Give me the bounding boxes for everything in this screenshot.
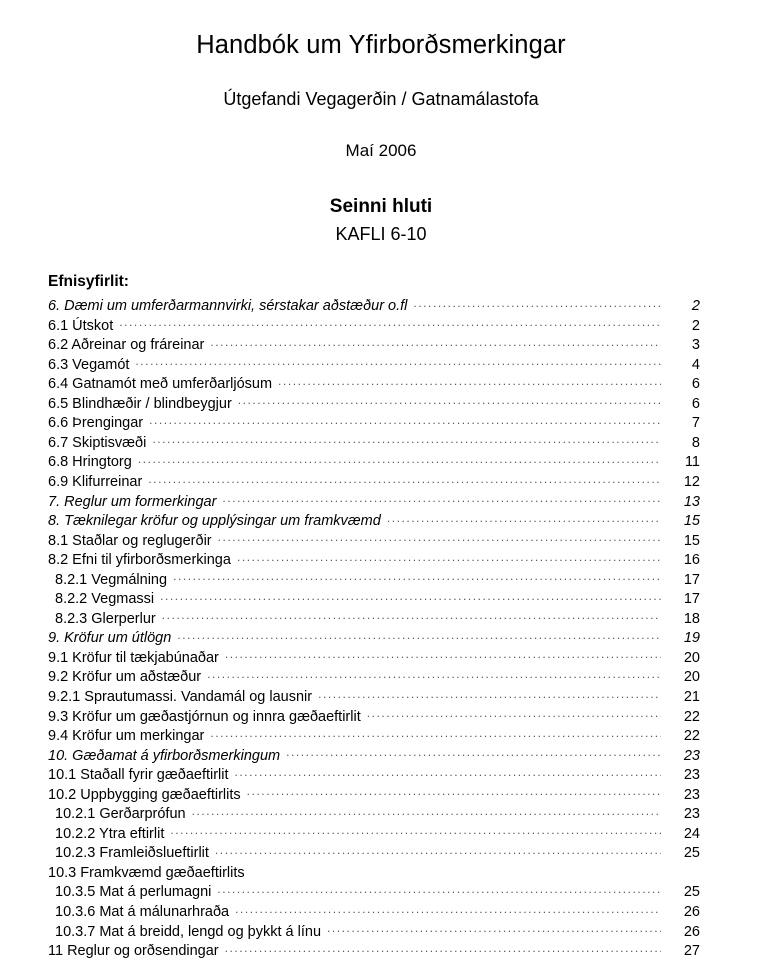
toc-entry-label: 9.2.1 Sprautumassi. Vandamál og lausnir — [48, 689, 313, 705]
toc-entry-page-number: 20 — [683, 669, 700, 686]
toc-dot-leader — [225, 647, 661, 662]
toc-entry-page-number: 22 — [683, 728, 700, 745]
toc-dot-leader — [237, 550, 661, 565]
toc-entry-page-number: 25 — [683, 845, 700, 862]
toc-entry-page-number: 3 — [691, 337, 700, 354]
toc-entry-label: 9.2 Kröfur um aðstæður — [48, 669, 202, 686]
toc-entry-label: 6.8 Hringtorg — [48, 454, 132, 471]
toc-entry-label: 11 Reglur og orðsendingar — [48, 943, 219, 960]
toc-entry-page-number: 24 — [683, 825, 700, 842]
toc-dot-leader — [173, 569, 661, 584]
toc-entry[interactable] — [48, 354, 700, 374]
toc-entry[interactable] — [48, 374, 700, 394]
toc-entry[interactable] — [48, 511, 700, 531]
toc-dot-leader — [235, 765, 661, 780]
toc-entry-label: 8. Tæknilegar kröfur og upplýsingar um framkvæmd — [48, 513, 381, 530]
toc-entry[interactable] — [55, 608, 700, 628]
toc-entry[interactable] — [48, 726, 700, 746]
toc-entry[interactable] — [48, 393, 700, 413]
page-title: Handbók um Yfirborðsmerkingar — [196, 31, 566, 59]
toc-dot-leader — [210, 335, 661, 350]
toc-entry-page-number: 25 — [683, 884, 700, 901]
toc-entry-page-number: 13 — [683, 493, 700, 510]
toc-entry-page-number: 12 — [683, 473, 700, 490]
toc-entry-label: 6. Dæmi um umferðarmannvirki, sérstakar aðstæður o.fl — [48, 298, 408, 315]
toc-dot-leader — [367, 706, 661, 721]
toc-dot-leader — [177, 628, 661, 643]
toc-entry-page-number: 20 — [683, 649, 700, 666]
toc-entry-page-number: 22 — [683, 708, 700, 725]
toc-entry-label: 10.2.3 Framleiðslueftirlit — [55, 845, 209, 862]
toc-entry[interactable] — [48, 471, 700, 491]
toc-entry-label: 6.3 Vegamót — [48, 356, 130, 373]
toc-entry-label: 6.1 Útskot — [48, 317, 114, 334]
toc-entry-page-number: 23 — [683, 786, 700, 803]
toc-entry-label: 10.1 Staðall fyrir gæðaeftirlit — [48, 767, 229, 784]
toc-entry-page-number: 19 — [683, 630, 700, 647]
toc-entry[interactable] — [48, 687, 700, 707]
toc-entry-page-number: 17 — [683, 591, 700, 608]
toc-entry-label: 8.2.1 Vegmálning — [55, 571, 168, 588]
toc-entry[interactable] — [48, 647, 700, 667]
toc-entry-page-number: 8 — [691, 434, 700, 451]
toc-dot-leader — [327, 921, 661, 936]
toc-dot-leader — [318, 687, 661, 702]
toc-entry[interactable] — [55, 902, 700, 922]
toc-entry-label: 10.3.6 Mat á málunarhraða — [55, 904, 230, 921]
toc-entry-page-number: 4 — [691, 356, 700, 373]
toc-entry-label: 8.2.2 Vegmassi — [55, 591, 155, 608]
toc-entry[interactable] — [55, 843, 700, 863]
toc-dot-leader — [215, 843, 661, 858]
publisher-line: Útgefandi Vegagerðin / Gatnamálastofa — [223, 88, 539, 109]
toc-entry-label: 10.3.5 Mat á perlumagni — [55, 884, 212, 901]
toc-entry-page-number: 2 — [691, 317, 700, 334]
toc-dot-leader — [251, 862, 661, 877]
toc-entry-label: 10.2 Uppbygging gæðaeftirlits — [48, 786, 241, 803]
toc-entry[interactable] — [55, 823, 700, 843]
toc-entry-page-number: 18 — [683, 610, 700, 627]
toc-entry[interactable] — [48, 745, 700, 765]
toc-entry[interactable] — [55, 569, 700, 589]
toc-entry-page-number: 21 — [683, 689, 700, 705]
toc-entry-label: 6.9 Klifurreinar — [48, 473, 143, 490]
toc-entry-label: 6.2 Aðreinar og fráreinar — [48, 337, 205, 354]
toc-entry-page-number: 23 — [683, 747, 700, 764]
toc-dot-leader — [413, 296, 661, 311]
table-of-contents — [0, 273, 762, 960]
chapter-range: KAFLI 6-10 — [335, 224, 427, 245]
publication-date: Maí 2006 — [345, 141, 417, 161]
toc-dot-leader — [222, 491, 661, 506]
toc-entry[interactable] — [48, 296, 700, 316]
toc-entry[interactable] — [48, 413, 700, 433]
toc-entry-label: 10.2.1 Gerðarprófun — [55, 806, 186, 823]
title-block — [0, 0, 762, 246]
toc-entry[interactable] — [48, 432, 700, 452]
toc-dot-leader — [217, 882, 661, 897]
toc-entry-label: 6.6 Þrengingar — [48, 415, 144, 432]
toc-dot-leader — [148, 471, 661, 486]
toc-entry-label: 6.5 Blindhæðir / blindbeygjur — [48, 395, 232, 412]
toc-entry[interactable] — [55, 921, 700, 941]
toc-entry[interactable] — [48, 941, 700, 960]
toc-entry-page-number: 26 — [683, 923, 700, 940]
toc-entry[interactable] — [48, 628, 700, 648]
toc-entry-label: 7. Reglur um formerkingar — [48, 493, 217, 510]
toc-dot-leader — [210, 726, 661, 741]
toc-entry-label: 10.2.2 Ytra eftirlit — [55, 825, 165, 842]
toc-entry-page-number: 11 — [684, 454, 700, 471]
toc-dot-leader — [119, 315, 661, 330]
toc-entry[interactable] — [48, 335, 700, 355]
toc-list — [48, 296, 700, 960]
toc-entry-page-number: 6 — [691, 395, 700, 412]
toc-heading: Efnisyfirlit: — [48, 272, 129, 290]
toc-entry[interactable] — [48, 550, 700, 570]
toc-entry[interactable] — [48, 862, 700, 882]
toc-dot-leader — [387, 511, 661, 526]
toc-dot-leader — [218, 530, 661, 545]
toc-entry-page-number: 2 — [691, 298, 700, 315]
toc-entry-page-number: 15 — [683, 513, 700, 530]
toc-entry-page-number: 15 — [683, 532, 700, 549]
toc-dot-leader — [170, 823, 661, 838]
toc-dot-leader — [152, 432, 661, 447]
toc-dot-leader — [192, 804, 661, 819]
toc-dot-leader — [149, 413, 661, 428]
toc-entry[interactable] — [55, 804, 700, 824]
toc-entry-label: 6.7 Skiptisvæði — [48, 434, 147, 451]
toc-entry-label: 9. Kröfur um útlögn — [48, 630, 172, 647]
toc-entry-label: 10. Gæðamat á yfirborðsmerkingum — [48, 747, 281, 764]
toc-entry-label: 10.3.7 Mat á breidd, lengd og þykkt á línu — [55, 923, 322, 940]
toc-dot-leader — [138, 452, 661, 467]
toc-entry-label: 8.1 Staðlar og reglugerðir — [48, 532, 212, 549]
toc-entry[interactable] — [48, 491, 700, 511]
toc-dot-leader — [278, 374, 661, 389]
toc-entry[interactable] — [48, 452, 700, 472]
toc-entry[interactable] — [48, 530, 700, 550]
part-title: Seinni hluti — [329, 195, 433, 217]
toc-entry[interactable] — [55, 882, 700, 902]
toc-dot-leader — [286, 745, 661, 760]
toc-dot-leader — [235, 902, 661, 917]
toc-entry[interactable] — [48, 667, 700, 687]
toc-entry-page-number: 17 — [683, 571, 700, 588]
toc-entry[interactable] — [55, 589, 700, 609]
toc-dot-leader — [247, 784, 661, 799]
toc-entry-label: 10.3 Framkvæmd gæðaeftirlits — [48, 864, 245, 881]
toc-entry-label: 9.3 Kröfur um gæðastjórnun og innra gæðaeftirlit — [48, 708, 361, 725]
toc-dot-leader — [135, 354, 661, 369]
toc-dot-leader — [207, 667, 661, 682]
toc-entry[interactable] — [48, 765, 700, 785]
toc-entry-label: 6.4 Gatnamót með umferðarljósum — [48, 376, 273, 393]
toc-entry-page-number: 23 — [683, 767, 700, 784]
toc-entry-page-number: 23 — [683, 806, 700, 823]
toc-entry-label: 8.2.3 Glerperlur — [55, 610, 156, 627]
toc-entry-page-number: 6 — [691, 376, 700, 393]
toc-entry-label: 9.1 Kröfur til tækjabúnaðar — [48, 649, 219, 666]
toc-dot-leader — [160, 589, 661, 604]
toc-entry[interactable] — [48, 784, 700, 804]
toc-entry-page-number: 26 — [683, 904, 700, 921]
toc-entry-page-number: 27 — [683, 943, 700, 960]
toc-entry-label: 8.2 Efni til yfirborðsmerkinga — [48, 552, 231, 569]
toc-entry-page-number: 7 — [691, 415, 700, 432]
toc-dot-leader — [238, 393, 661, 408]
toc-entry[interactable] — [48, 706, 700, 726]
toc-entry-label: 9.4 Kröfur um merkingar — [48, 728, 205, 745]
toc-entry[interactable] — [48, 315, 700, 335]
toc-dot-leader — [162, 608, 661, 623]
toc-entry-page-number: 16 — [683, 552, 700, 569]
